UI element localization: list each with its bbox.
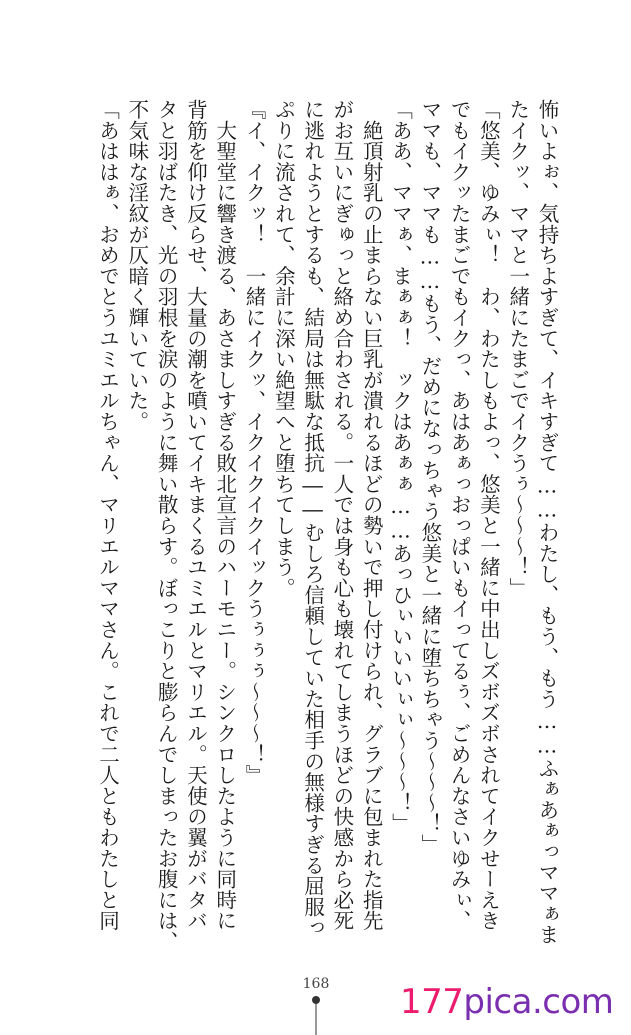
text-line: タと羽ばたき、光の羽根を涙のように舞い散らす。ぼっこりと膨らんでしまったお腹には、 [154, 99, 179, 952]
watermark [400, 978, 613, 1026]
text-line: がお互いにぎゅっと絡め合わされる。一人では身も心も壊れてしまうほどの快感から必死 [329, 99, 354, 931]
text-line: 絶頂射乳の止まらない巨乳が潰れるほどの勢いで押し付けられ、グラブに包まれた指先 [359, 99, 384, 931]
text-line: 不気味な淫紋が仄暗く輝いていた。 [124, 99, 149, 432]
page-number: 168 [302, 976, 330, 992]
text-line: ママも、ママも……もう、だめになっちゃう悠美と一緒に堕ちちゃう～～～！」 [417, 99, 442, 855]
text-line: に逃れようとするも、結局は無駄な抵抗――むしろ信頼していた相手の無様すぎる屈服っ [300, 99, 325, 938]
watermark-domain: pica.com [463, 982, 614, 1022]
text-line: 「悠美、ゆみぃ！ わ、わたしもよっ、悠美と一緒に中出しズボズボされてイクせーえき [476, 99, 501, 931]
text-line: 「ああ、ママぁ、まぁぁ！ ックはあぁぁ……あっひぃいいいぃぃ～～～！」 [388, 99, 413, 834]
text-line: 『イ、イクッ！ 一緒にイクッ、イクイクイクイックうぅぅぅ～～～！』 [242, 99, 267, 786]
text-line: でもイクッたまごでもイクっ、あはあぁっおっぱいもイってるぅ、ごめんなさいゆみぃ、 [447, 99, 472, 931]
text-line: 背筋を仰け反らせ、大量の潮を噴いてイキまくるユミエルとマリエル。天使の翼がバタバ [183, 99, 208, 931]
text-line: ぷりに流されて、余計に深い絶望へと堕ちてしまう。 [271, 99, 296, 599]
page-marker-icon [310, 995, 322, 1035]
watermark-digits: 177 [400, 982, 464, 1022]
text-line: 怖いよぉ、気持ちよすぎて、イキすぎて……わたし、もう、もう……ふぁあぁっママぁま [535, 99, 559, 945]
text-line: 「あははぁ、おめでとうユミエルちゃん、マリエルママさん。これで二人ともわたしと同 [95, 99, 120, 931]
text-line: たイクッ、ママと一緒にたまごでイクうぅ～～～！」 [505, 99, 530, 599]
body-text [61, 99, 561, 961]
text-line: 大聖堂に響き渡る、あさましすぎる敗北宣言のハーモニー。シンクロしたように同時に [212, 99, 237, 931]
